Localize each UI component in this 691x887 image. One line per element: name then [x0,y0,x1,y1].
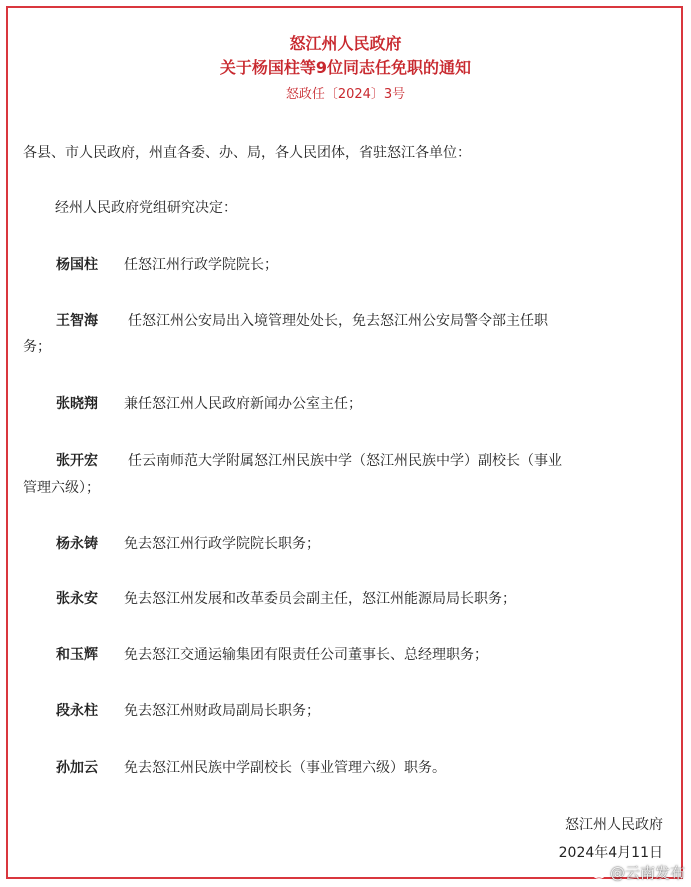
appointee-name: 王智海 [56,313,98,329]
appointee-name: 孙加云 [56,760,98,776]
appointee-name: 杨国柱 [56,257,98,273]
signature-date: 2024年4月11日 [558,845,663,861]
appointment-text: 免去怒江州行政学院院长职务； [124,536,320,552]
appointment-text: 免去怒江州财政局副局长职务； [124,703,320,719]
document-subject-title: 关于杨国柱等9位同志任免职的通知 [219,58,472,77]
appointee-name: 和玉辉 [56,647,98,663]
addressee-line: 各县、市人民政府，州直各委、办、局，各人民团体，省驻怒江各单位： [23,145,471,161]
appointment-text: 免去怒江交通运输集团有限责任公司董事长、总经理职务； [124,647,488,663]
appointment-text: 任怒江州行政学院院长； [124,257,278,273]
watermark-text: @云南发布 [609,864,685,882]
appointee-name: 张永安 [56,591,98,607]
appointee-name: 张晓翔 [56,396,98,412]
appointee-name: 张开宏 [56,453,98,469]
weibo-icon [592,864,608,880]
appointment-text-continuation: 管理六级）； [23,480,100,496]
intro-line: 经州人民政府党组研究决定： [55,200,237,216]
document-number: 怒政任〔2024〕3号 [285,87,406,102]
appointment-text-continuation: 务； [23,339,51,355]
appointee-name: 段永柱 [56,703,98,719]
appointee-name: 杨永铸 [56,536,98,552]
appointment-text: 任云南师范大学附属怒江州民族中学（怒江州民族中学）副校长（事业 [128,453,562,469]
document-frame [6,6,683,879]
appointment-text: 免去怒江州民族中学副校长（事业管理六级）职务。 [124,760,446,776]
document-issuer-title: 怒江州人民政府 [289,34,402,53]
watermark [592,863,685,883]
appointment-text: 免去怒江州发展和改革委员会副主任，怒江州能源局局长职务； [124,591,516,607]
appointment-text: 任怒江州公安局出入境管理处处长，免去怒江州公安局警令部主任职 [128,313,548,329]
appointment-text: 兼任怒江州人民政府新闻办公室主任； [124,396,362,412]
signature-issuer: 怒江州人民政府 [565,817,663,833]
